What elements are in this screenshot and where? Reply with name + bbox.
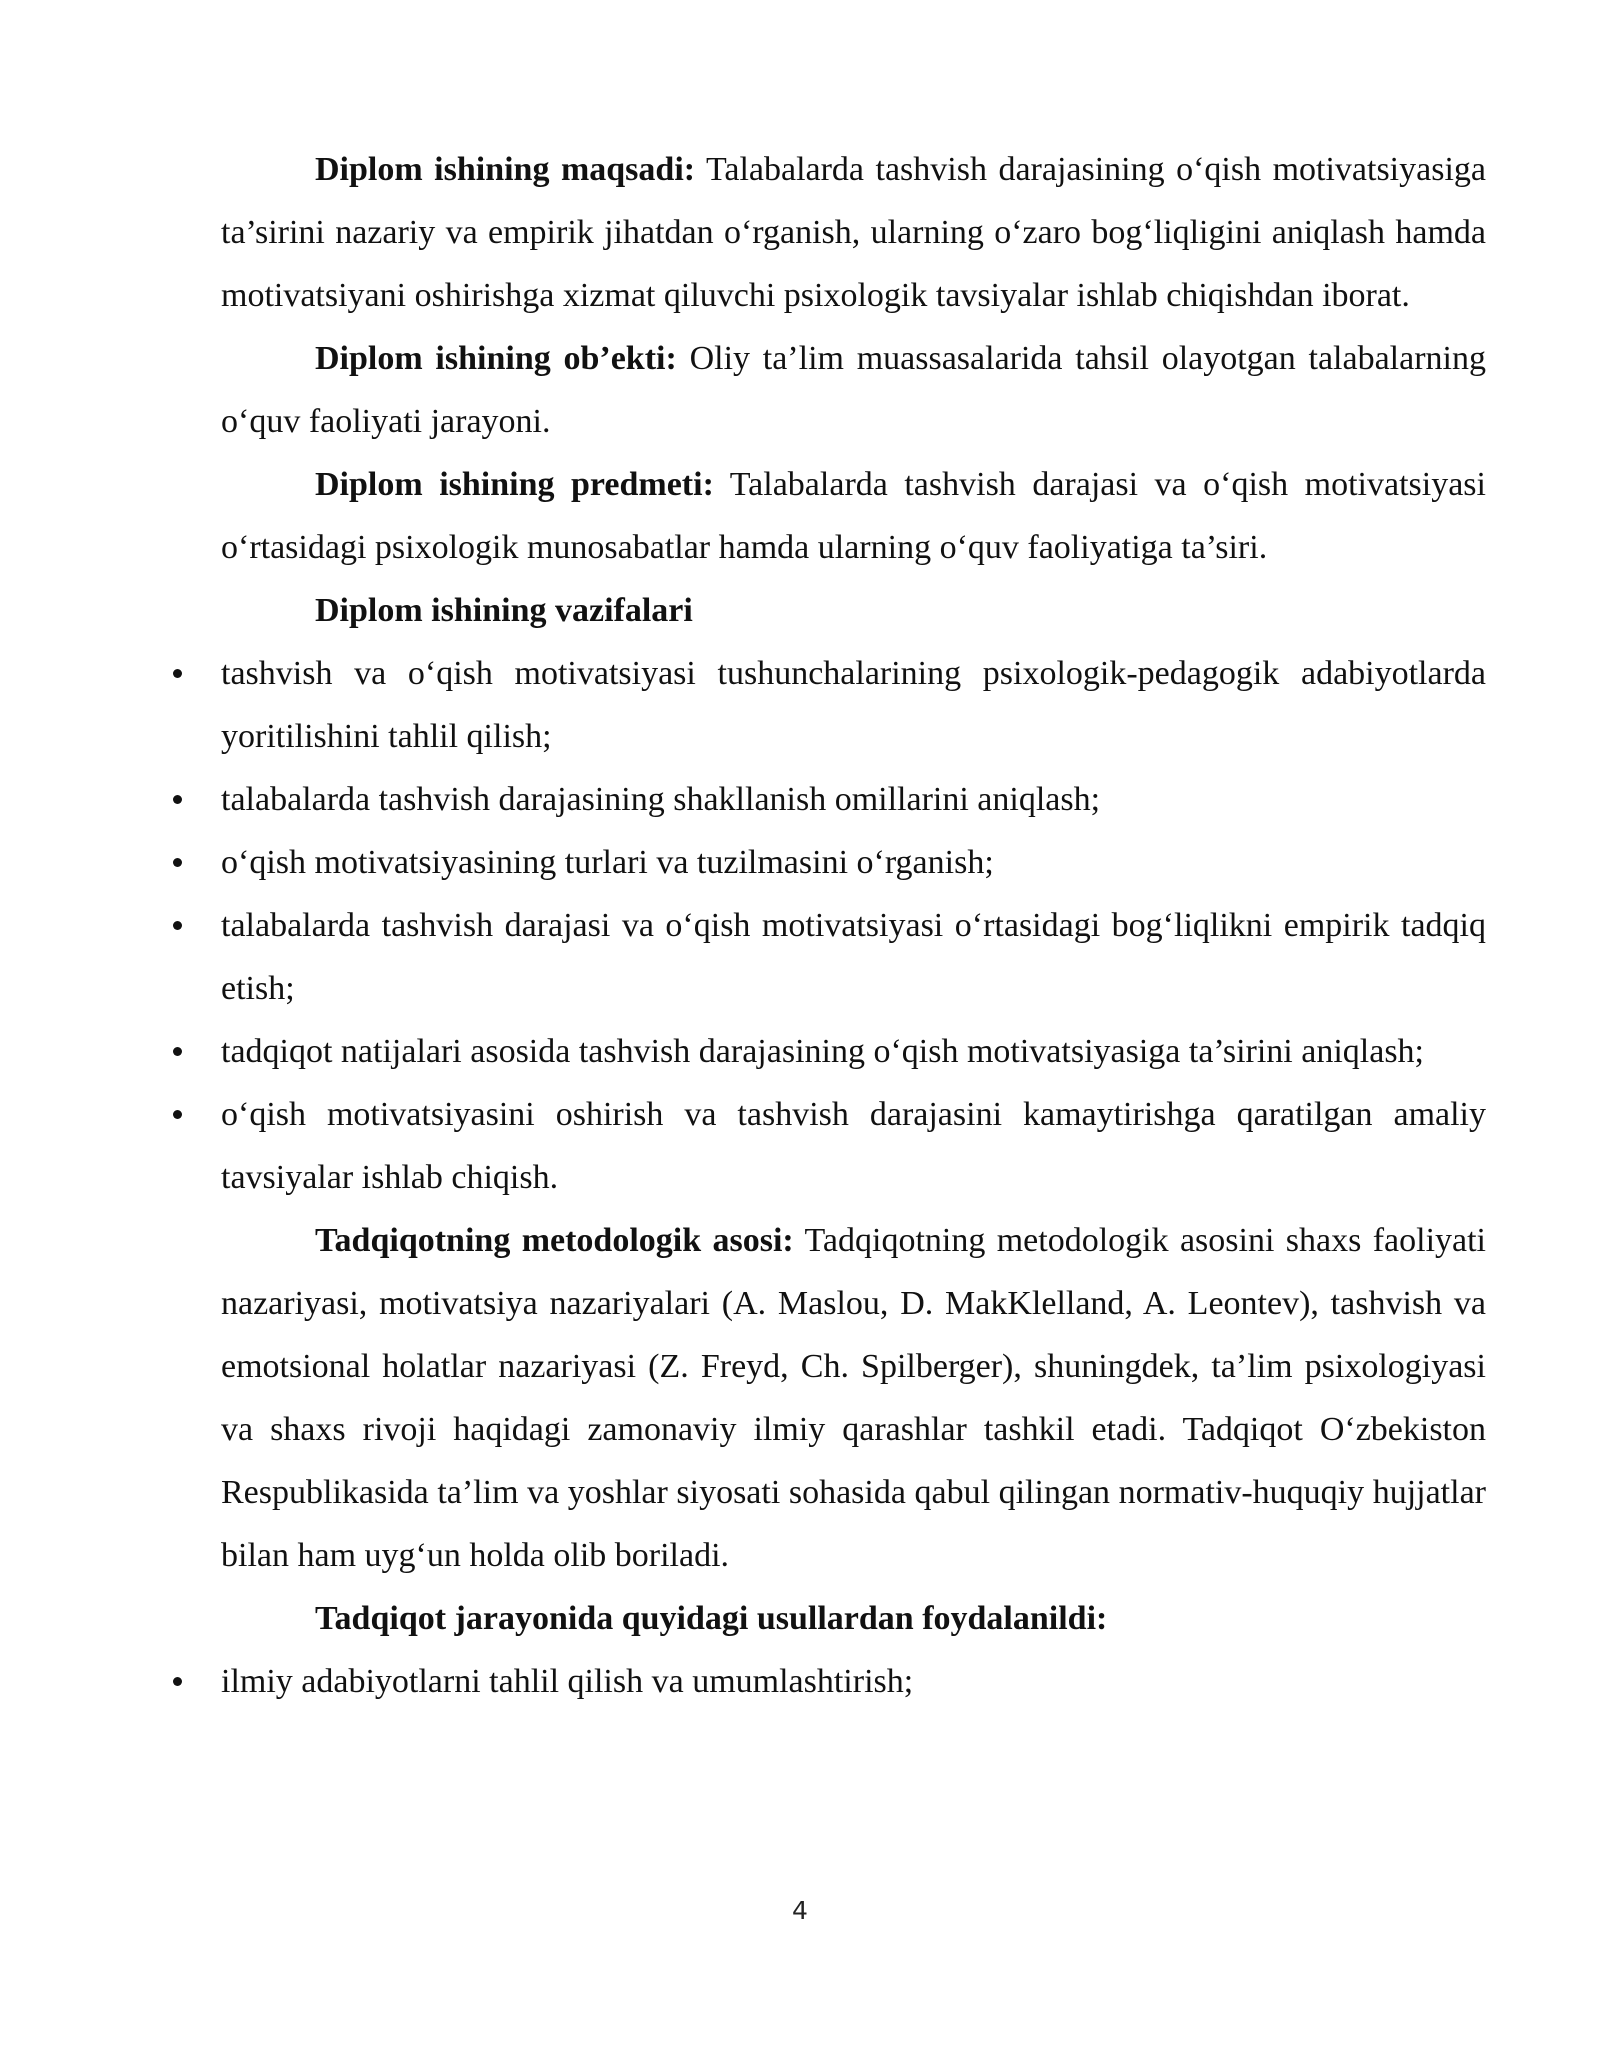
bullet-icon xyxy=(173,795,182,804)
list-item xyxy=(221,1650,1486,1713)
methodology-label: Tadqiqotning metodologik asosi: xyxy=(315,1222,794,1259)
list-item xyxy=(221,1083,1486,1209)
subject-text: Talabalarda tashvish darajasi va o‘qish motivatsiyasi o‘rtasidagi psixologik munosabatlar hamda ularning o‘quv faoliyatiga ta’siri. xyxy=(221,466,1486,566)
list-item-text: tadqiqot natijalari asosida tashvish darajasining o‘qish motivatsiyasiga ta’sirini aniqlash; xyxy=(221,1033,1424,1070)
list-item xyxy=(221,894,1486,1020)
subject-paragraph xyxy=(221,453,1486,579)
methods-list xyxy=(221,1650,1486,1713)
list-item-text: o‘qish motivatsiyasini oshirish va tashvish darajasini kamaytirishga qaratilgan amaliy tavsiyalar ishlab chiqish. xyxy=(221,1096,1486,1196)
bullet-icon xyxy=(173,1047,182,1056)
page-number: 4 xyxy=(792,1896,808,1925)
list-item xyxy=(221,1020,1486,1083)
bullet-icon xyxy=(173,1110,182,1119)
goal-text: Talabalarda tashvish darajasining o‘qish motivatsiyasiga ta’sirini nazariy va empirik jihatdan o‘rganish, ularning o‘zaro bog‘liqligini aniqlash hamda motivatsiyani oshirishga xizmat qiluvchi psixologik tavsiyalar ishlab chiqishdan iborat. xyxy=(221,151,1486,314)
list-item xyxy=(221,642,1486,768)
methodology-paragraph xyxy=(221,1209,1486,1587)
bullet-icon xyxy=(173,1677,182,1686)
page-content xyxy=(221,138,1486,1713)
goal-label: Diplom ishining maqsadi: xyxy=(315,151,696,188)
list-item-text: o‘qish motivatsiyasining turlari va tuzilmasini o‘rganish; xyxy=(221,844,994,881)
object-label: Diplom ishining ob’ekti: xyxy=(315,340,677,377)
list-item xyxy=(221,768,1486,831)
list-item-text: talabalarda tashvish darajasi va o‘qish motivatsiyasi o‘rtasidagi bog‘liqlikni empirik tadqiq etish; xyxy=(221,907,1486,1007)
tasks-heading: Diplom ishining vazifalari xyxy=(315,592,693,629)
list-item xyxy=(221,831,1486,894)
list-item-text: ilmiy adabiyotlarni tahlil qilish va umumlashtirish; xyxy=(221,1663,914,1700)
bullet-icon xyxy=(173,858,182,867)
object-paragraph xyxy=(221,327,1486,453)
tasks-list xyxy=(221,642,1486,1209)
methods-heading: Tadqiqot jarayonida quyidagi usullardan foydalanildi: xyxy=(315,1600,1108,1637)
goal-paragraph xyxy=(221,138,1486,327)
methodology-text: Tadqiqotning metodologik asosini shaxs faoliyati nazariyasi, motivatsiya nazariyalari (A. Maslou, D. MakKlelland, A. Leontev), tashvish va emotsional holatlar nazariyasi (Z. Freyd, Ch. Spilberger), shuningdek, ta’lim psixologiyasi va shaxs rivoji haqidagi zamonaviy ilmiy qarashlar tashkil etadi. Tadqiqot O‘zbekiston Respublikasida ta’lim va yoshlar siyosati sohasida qabul qilingan normativ-huquqiy hujjatlar bilan ham uyg‘un holda olib boriladi. xyxy=(221,1222,1486,1574)
bullet-icon xyxy=(173,921,182,930)
bullet-icon xyxy=(173,669,182,678)
object-text: Oliy ta’lim muassasalarida tahsil olayotgan talabalarning o‘quv faoliyati jarayoni. xyxy=(221,340,1486,440)
subject-label: Diplom ishining predmeti: xyxy=(315,466,714,503)
list-item-text: talabalarda tashvish darajasining shakllanish omillarini aniqlash; xyxy=(221,781,1101,818)
list-item-text: tashvish va o‘qish motivatsiyasi tushunchalarining psixologik-pedagogik adabiyotlarda yoritilishini tahlil qilish; xyxy=(221,655,1486,755)
